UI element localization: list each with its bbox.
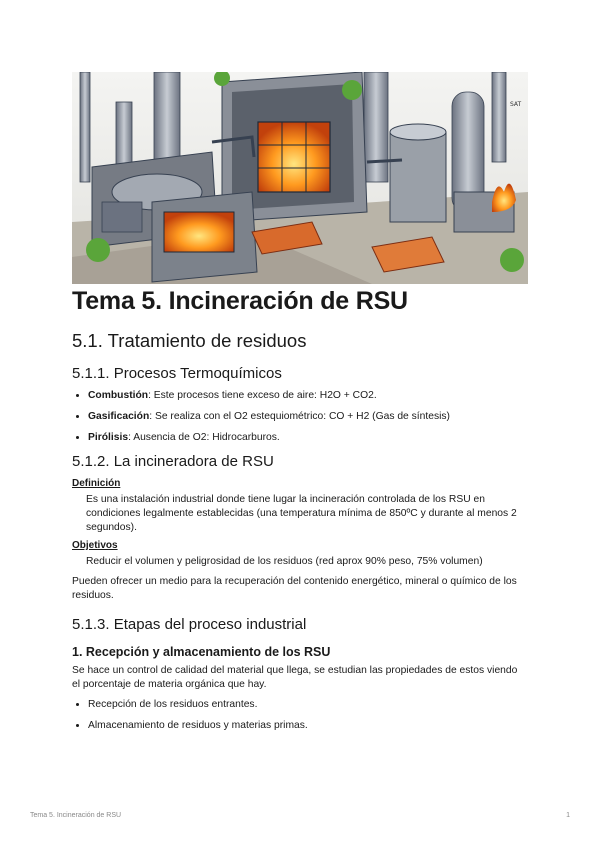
subsection-heading: 1. Recepción y almacenamiento de los RSU [72,645,331,659]
thermochemical-list [72,389,528,445]
term-text: : Se realiza con el O2 estequiométrico: CO + H2 (Gas de síntesis) [149,411,450,422]
list-item: • Almacenamiento de residuos y materias primas. [88,719,528,733]
section-heading-5-1-3: 5.1.3. Etapas del proceso industrial [72,616,307,633]
list-item [88,431,528,445]
definition-label: Definición [72,478,121,489]
page-footer [30,812,570,819]
section-heading-5-1-1: 5.1.1. Procesos Termoquímicos [72,365,282,382]
section-heading-5-1: 5.1. Tratamiento de residuos [72,330,307,351]
term-label: Gasificación [88,411,150,422]
reception-list [72,698,528,733]
incinerator-illustration [72,72,528,284]
objectives-text: Reducir el volumen y peligrosidad de los residuos (red aprox 90% peso, 75% volumen) [86,556,483,567]
objectives-label: Objetivos [72,540,118,551]
term-text: : Ausencia de O2: Hidrocarburos. [128,432,280,443]
paragraph: Pueden ofrecer un medio para la recuperación del contenido energético, mineral o químico de los residuos. [72,576,517,601]
term-text: : Este procesos tiene exceso de aire: H2O + CO2. [148,390,377,401]
footer-title: Tema 5. Incineración de RSU [30,812,122,819]
term-label: Pirólisis [88,432,129,443]
list-item [88,410,528,424]
sign-text: SAT [510,101,522,108]
term-label: Combustión [88,390,149,401]
section-heading-5-1-2: 5.1.2. La incineradora de RSU [72,453,274,470]
paragraph: Se hace un control de calidad del material que llega, se estudian las propiedades de estos viendo el porcentaje de materia orgánica que hay. [72,665,518,690]
definition-text: Es una instalación industrial donde tiene lugar la incineración controlada de los RSU en condiciones legalmente establecidas (una temperatura mínima de 850ºC y durante al menos 2 segundos). [86,494,517,533]
list-item [88,389,528,403]
page-number: 1 [566,812,570,819]
page-title: Tema 5. Incineración de RSU [72,287,408,315]
list-item: • Recepción de los residuos entrantes. [88,698,528,712]
document-body [72,286,528,740]
